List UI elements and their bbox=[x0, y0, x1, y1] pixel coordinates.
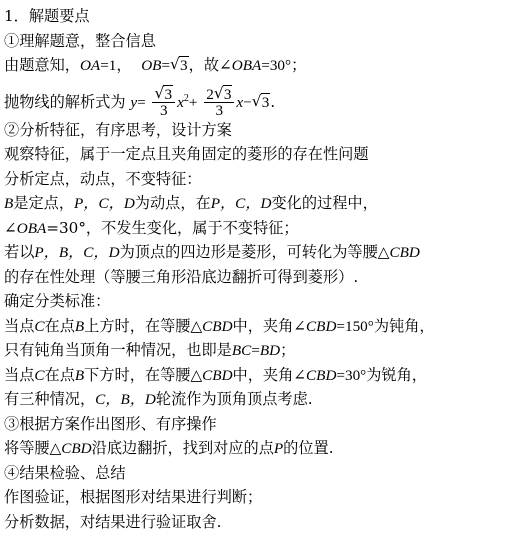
step2-line6: 的存在性处理（等腰三角形沿底边翻折可得到菱形）. bbox=[4, 267, 359, 286]
step4-title: ④结果检验、总结 bbox=[4, 463, 126, 482]
step2-line9: 只有钝角当顶角一种情况，也即是BC=BD； bbox=[4, 341, 296, 359]
step4-line2: 分析数据，对结果进行验证取舍. bbox=[4, 512, 222, 531]
step2-title: ②分析特征，有序思考，设计方案 bbox=[4, 120, 232, 139]
step2-line3: B是定点，P，C，D为动点，在P，C，D变化的过程中， bbox=[4, 194, 378, 212]
step1-title: ①理解题意，整合信息 bbox=[4, 31, 156, 50]
step2-line5: 若以P，B，C，D为顶点的四边形是菱形，可转化为等腰△CBD bbox=[4, 243, 420, 261]
given-info-line: 由题意知，OA=1， OB=√ 3，故∠OBA=30°； bbox=[4, 53, 526, 78]
step2-line2: 分析定点，动点，不变特征： bbox=[4, 169, 202, 188]
parabola-formula-line: 抛物线的解析式为 y= √ $\frac{3}{3}$ $x^2+$ $\frac{2√ 3}{3}$ x−√ 3. bbox=[4, 82, 526, 116]
step4-line1: 作图验证，根据图形对结果进行判断； bbox=[4, 488, 263, 506]
step3-title: ③根据方案作出图形、有序操作 bbox=[4, 414, 217, 433]
step2-line7: 确定分类标准： bbox=[4, 292, 111, 310]
step2-line10: 当点C在点B下方时，在等腰△CBD中，夹角∠CBD=30°为锐角， bbox=[4, 365, 427, 384]
step3-line1: 将等腰△CBD沿底边翻折，找到对应的点P的位置. bbox=[4, 439, 334, 457]
heading: 1．解题要点 bbox=[4, 7, 90, 25]
step2-line8: 当点C在点B上方时，在等腰△CBD中，夹角∠CBD=150°为钝角， bbox=[4, 316, 435, 335]
solution-document bbox=[4, 4, 526, 534]
step2-line4: ∠OBA=30°，不发生变化，属于不变特征； bbox=[4, 218, 299, 237]
sqrt-3: √ 3 bbox=[170, 53, 189, 79]
step2-line11: 有三种情况，C，B，D轮流作为顶角顶点考虑. bbox=[4, 390, 313, 408]
coefficient-sqrt3-over-3: √ $\frac{3}{3}$ bbox=[152, 87, 175, 118]
coefficient-2sqrt3-over-3: $\frac{2√ 3}{3}$ bbox=[204, 87, 234, 118]
step2-line1: 观察特征，属于一定点且夹角固定的菱形的存在性问题 bbox=[4, 145, 369, 163]
